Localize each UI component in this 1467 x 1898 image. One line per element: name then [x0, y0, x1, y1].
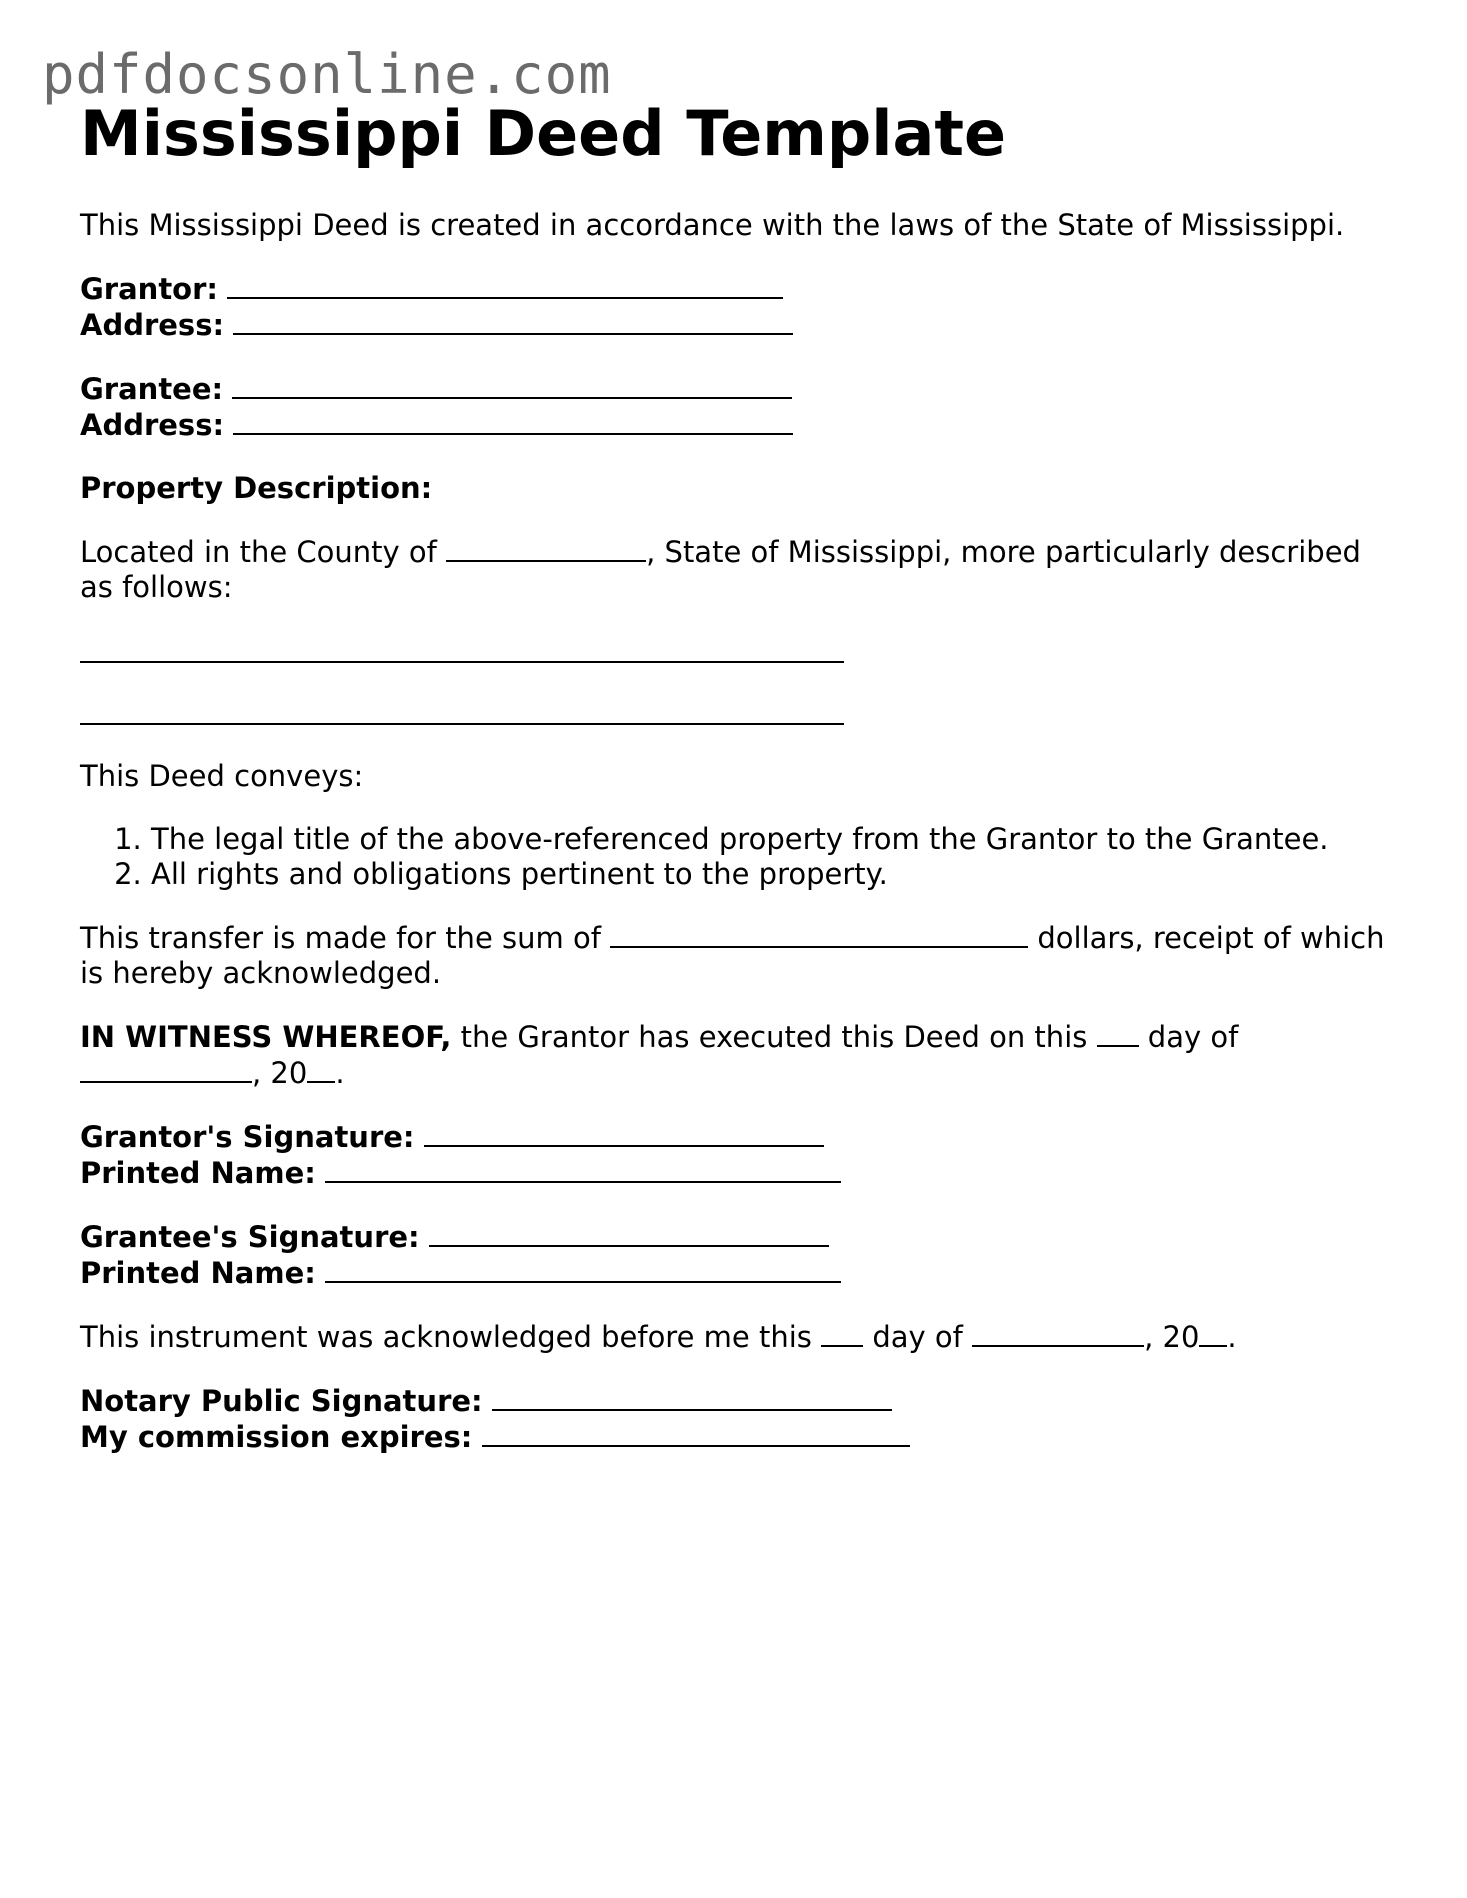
grantor-name-row	[80, 271, 1400, 307]
grantor-section	[80, 271, 1400, 343]
located-suffix: , State of Mississippi, more particularly described as follows:	[80, 535, 1361, 604]
list-item: 1. The legal title of the above-referenced property from the Grantor to the Grantee.	[151, 822, 1400, 857]
notary-signature-row	[80, 1383, 1400, 1419]
ack-end: .	[1227, 1320, 1237, 1354]
notary-signature-blank[interactable]	[492, 1383, 892, 1411]
located-prefix: Located in the County of	[80, 535, 437, 569]
document-body	[80, 208, 1400, 1483]
notary-commission-blank[interactable]	[482, 1419, 910, 1447]
grantee-name-row	[80, 371, 1400, 407]
consideration-paragraph	[80, 920, 1400, 991]
grantor-signature-label: Grantor's Signature:	[80, 1120, 415, 1154]
grantee-signature-section	[80, 1219, 1400, 1291]
conveys-list	[80, 822, 1400, 892]
list-item: 2. All rights and obligations pertinent to the property.	[151, 857, 1400, 892]
ack-day-of: day of	[872, 1320, 963, 1354]
grantee-printed-label: Printed Name:	[80, 1256, 316, 1290]
conveys-intro: This Deed conveys:	[80, 759, 364, 793]
grantee-name-blank[interactable]	[232, 371, 792, 399]
witness-text: the Grantor has executed this Deed on this	[460, 1020, 1088, 1054]
page-title: Mississippi Deed Template	[80, 97, 1007, 170]
ack-prefix: This instrument was acknowledged before me this	[80, 1320, 812, 1354]
grantor-address-label: Address:	[80, 308, 225, 342]
grantee-address-blank[interactable]	[233, 407, 793, 435]
witness-bold: IN WITNESS WHEREOF,	[80, 1020, 452, 1054]
grantee-address-row	[80, 407, 1400, 443]
grantee-address-label: Address:	[80, 408, 225, 442]
witness-day-of: day of	[1147, 1020, 1239, 1054]
witness-year-blank[interactable]	[307, 1055, 335, 1083]
ack-year-blank[interactable]	[1199, 1319, 1227, 1347]
witness-year-prefix: , 20	[252, 1056, 308, 1090]
ack-year-prefix: , 20	[1144, 1320, 1200, 1354]
grantee-signature-row	[80, 1219, 1400, 1255]
witness-paragraph	[80, 1019, 1400, 1091]
grantor-name-blank[interactable]	[227, 271, 783, 299]
notary-section	[80, 1383, 1400, 1455]
notary-commission-row	[80, 1419, 1400, 1455]
witness-end: .	[335, 1056, 345, 1090]
grantor-printed-row	[80, 1155, 1400, 1191]
grantee-printed-blank[interactable]	[325, 1255, 841, 1283]
watermark: pdfdocsonline.com	[42, 43, 612, 106]
grantor-signature-blank[interactable]	[424, 1119, 824, 1147]
ack-day-blank[interactable]	[821, 1319, 863, 1347]
sum-blank[interactable]	[610, 920, 1028, 948]
consideration-suffix: dollars, receipt of which is hereby acknowledged.	[80, 921, 1385, 990]
consideration-prefix: This transfer is made for the sum of	[80, 921, 601, 955]
witness-day-blank[interactable]	[1097, 1019, 1139, 1047]
acknowledgment-paragraph	[80, 1319, 1400, 1355]
grantor-label: Grantor:	[80, 272, 219, 306]
grantee-signature-label: Grantee's Signature:	[80, 1220, 420, 1254]
county-blank[interactable]	[446, 534, 646, 562]
grantee-signature-blank[interactable]	[429, 1219, 829, 1247]
intro-paragraph: This Mississippi Deed is created in accordance with the laws of the State of Mississippi.	[80, 208, 1345, 242]
grantor-signature-row	[80, 1119, 1400, 1155]
grantee-printed-row	[80, 1255, 1400, 1291]
grantor-printed-blank[interactable]	[325, 1155, 841, 1183]
grantor-signature-section	[80, 1119, 1400, 1191]
witness-month-blank[interactable]	[80, 1055, 252, 1083]
notary-commission-label: My commission expires:	[80, 1420, 473, 1454]
ack-month-blank[interactable]	[972, 1319, 1144, 1347]
grantee-label: Grantee:	[80, 372, 224, 406]
grantee-section	[80, 371, 1400, 443]
grantor-printed-label: Printed Name:	[80, 1156, 316, 1190]
grantor-address-blank[interactable]	[233, 307, 793, 335]
property-heading: Property Description:	[80, 471, 433, 505]
property-location	[80, 534, 1400, 605]
grantor-address-row	[80, 307, 1400, 343]
notary-signature-label: Notary Public Signature:	[80, 1384, 483, 1418]
